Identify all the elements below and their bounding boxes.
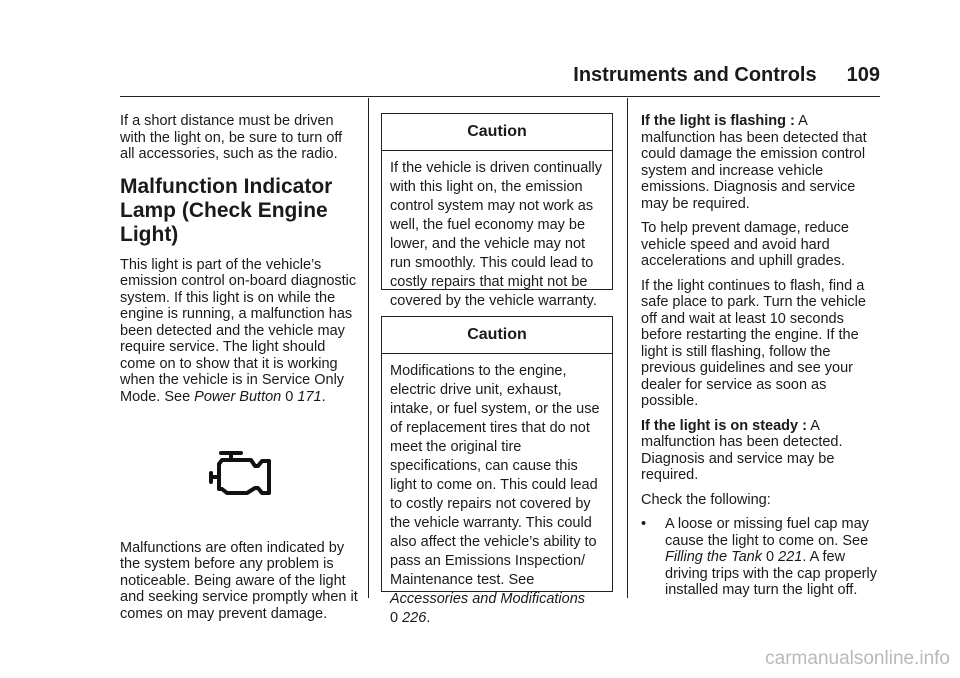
caution-body [382, 354, 612, 638]
accessories-link[interactable]: Accessories and Modifications [390, 591, 586, 607]
mil-description-text: This light is part of the vehicle’s emission control on-board diagnostic system. If this light is on while the engine is running, a malfunction has been detected and the vehicle may require service. The light should come on to show that it is working when the vehicle is in Service Only Mode. See [120, 256, 357, 405]
list-item [641, 516, 881, 599]
header-rule [120, 96, 880, 97]
malfunction-paragraph: Malfunctions are often indicated by the system before any problem is noticeable. Being aware of the light and seeking service promptly when it comes on may prevent damage. [120, 539, 358, 622]
bullet-text-start: A loose or missing fuel cap may cause the light to come on. See [665, 516, 869, 549]
ref-arrow: 0 [390, 610, 399, 626]
column-divider-left [368, 98, 369, 598]
ref-arrow: 0 [285, 388, 294, 405]
flashing-text: A malfunction has been detected that could damage the emission control system and increase vehicle emissions. Diagnosis and service may be required. [641, 113, 867, 212]
check-engine-figure [120, 449, 360, 500]
filling-tank-page[interactable]: 221 [778, 549, 803, 565]
help-paragraph: To help prevent damage, reduce vehicle speed and avoid hard accelerations and uphill grades. [641, 220, 849, 269]
caution-title: Caution [382, 114, 612, 151]
caution-box-emission [381, 113, 613, 309]
flashing-label: If the light is flashing : [641, 113, 795, 129]
caution-body-text: Modifications to the engine, electric drive unit, exhaust, intake, or fuel system, or the use of replacement tires that do not meet the original tire specifications, can cause this light to come on. This could lead to costly repairs not covered by the vehicle warranty. This could also affect the vehicle’s ability to pass an Emissions Inspection/ Maintenance test. See [390, 363, 600, 588]
page-number: 109 [846, 64, 880, 86]
caution-title: Caution [382, 317, 612, 354]
steady-label: If the light is on steady : [641, 417, 807, 434]
steady-paragraph [641, 418, 881, 484]
continue-paragraph: If the light continues to flash, find a safe place to park. Turn the vehicle off and wait at least 10 seconds before restarting the engine. If the light is still flashing, follow the previous guidelines and see your dealer for service as soon as possible. [641, 277, 866, 409]
column-left [120, 113, 360, 630]
bullet-text-end: . A few driving trips with the cap properly installed may turn the light off. [665, 549, 877, 598]
mil-description-end: . [321, 388, 326, 405]
flashing-paragraph [641, 113, 881, 212]
bullet-dot: • [641, 516, 647, 532]
column-right [641, 113, 881, 599]
ref-arrow: 0 [766, 549, 775, 565]
watermark: carmanualsonline.info [765, 648, 950, 669]
check-engine-icon [207, 449, 273, 495]
check-paragraph: Check the following: [641, 491, 771, 508]
caution-body: If the vehicle is driven continually with this light on, the emission control system may not work as well, the fuel economy may be lower, and the vehicle may not run smoothly. This could lead to costly repairs that might not be covered by the vehicle warranty. [390, 160, 602, 309]
page-header [120, 64, 880, 87]
accessories-page[interactable]: 226 [402, 610, 427, 626]
caution-box-modifications [381, 316, 613, 626]
mil-description [120, 257, 360, 406]
section-title: Instruments and Controls [573, 64, 817, 86]
bullet-text [665, 516, 881, 599]
section-heading: Malfunction Indicator Lamp (Check Engine Light) [120, 174, 333, 246]
intro-paragraph: If a short distance must be driven with the light on, be sure to turn off all accessories, such as the radio. [120, 113, 343, 162]
filling-tank-link[interactable]: Filling the Tank [665, 549, 762, 565]
power-button-page[interactable]: 171 [297, 388, 322, 405]
power-button-link[interactable]: Power Button [194, 388, 282, 405]
column-divider-right [627, 98, 628, 598]
caution-body-end: . [426, 610, 431, 626]
steady-text: A malfunction has been detected. Diagnosis and service may be required. [641, 417, 843, 483]
